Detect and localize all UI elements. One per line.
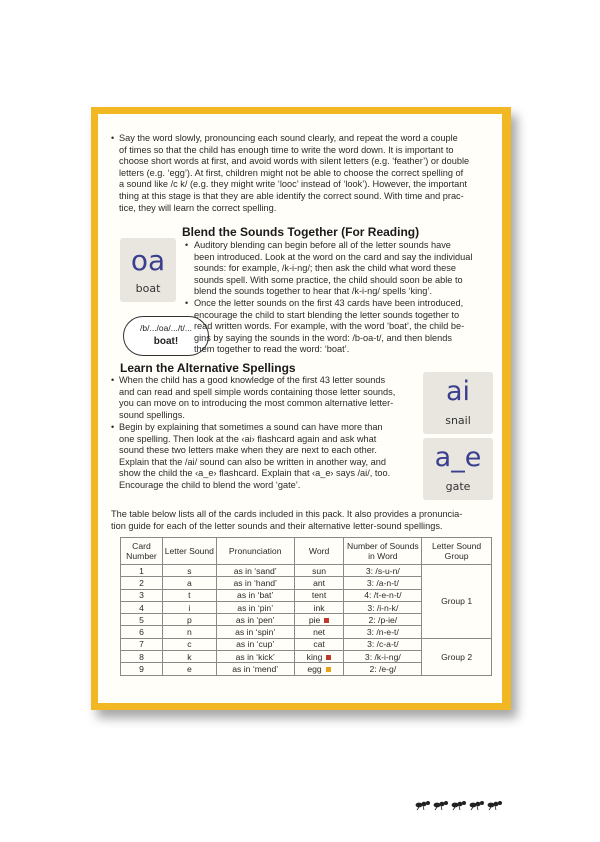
header-word: Word [294,538,344,565]
text-line: sound these two letters make when they are next to each other. [119,445,377,456]
blend-paragraph-1 [194,240,499,298]
header-pronunciation: Pronunciation [216,538,294,565]
blend-paragraph-2 [194,298,499,356]
text-line: letters (e.g. ‘egg’). At first, children might not be able to choose the correct spelling of [119,167,464,178]
cell-word-with-marker [294,614,344,626]
cell-word: ant [294,577,344,589]
bubble-sounds: /b/.../oa/.../t/... [140,323,192,333]
text-line: tice, they will learn the correct spelling. [119,202,277,213]
text-line: been introduced. Look at the word on the card and say the individual [194,251,473,262]
letter-sounds-table [120,537,492,676]
ants-illustration-icon [413,797,503,811]
table-intro [111,509,499,532]
bullet: • [185,298,189,308]
bubble-word: boat! [153,336,179,347]
cell-word-with-marker [294,651,344,663]
cell-pronunciation: as in ‘mend’ [216,663,294,675]
flashcard-letters: oa [130,244,166,277]
cell-letter-sound: t [162,589,216,601]
blend-heading: Blend the Sounds Together (For Reading) [182,225,420,239]
text-line: tion guide for each of the letter sounds and their alternative letter-sound spellings. [111,520,443,531]
red-marker-icon [326,655,331,660]
flashcard-word: snail [445,414,471,427]
flashcard-word: gate [445,480,471,493]
cell-group-2: Group 2 [422,638,492,675]
flashcard-word: boat [135,282,161,295]
cell-sounds: 3: /n-e-t/ [344,626,422,638]
cell-sounds: 2: /e-g/ [344,663,422,675]
cell-pronunciation: as in ‘sand’ [216,565,294,577]
a-e-flashcard [423,438,493,500]
text-line: The table below lists all of the cards included in this pack. It also provides a pronuncia- [111,509,463,519]
yellow-marker-icon [326,667,331,672]
cell-word: cat [294,638,344,650]
text-line: thing at this stage is that they are able identify the correct sound. With time and prac- [119,190,464,201]
cell-sounds: 2: /p-ie/ [344,614,422,626]
cell-word: ink [294,601,344,613]
booklet-page [91,107,511,710]
text-line: one spelling. Then look at the ‹ai› flashcard again and ask what [119,433,377,444]
text-line: Begin by explaining that sometimes a sound can have more than [119,422,383,432]
text-line: sound spellings. [119,409,185,420]
cell-pronunciation: as in ‘spin’ [216,626,294,638]
cell-group-1: Group 1 [422,565,492,639]
alt-heading: Learn the Alternative Spellings [120,361,296,375]
alt-paragraph-1 [119,375,419,421]
cell-sounds: 3: /a-n-t/ [344,577,422,589]
cell-card-number: 3 [121,589,163,601]
cell-card-number: 5 [121,614,163,626]
ai-flashcard [423,372,493,434]
bullet: • [111,375,115,385]
header-number-of-sounds: Number of Sounds in Word [344,538,422,565]
text-line: When the child has a good knowledge of the first 43 letter sounds [119,375,386,385]
cell-card-number: 9 [121,663,163,675]
header-letter-sound: Letter Sound [162,538,216,565]
bullet: • [111,422,115,432]
cell-letter-sound: e [162,663,216,675]
table-row [121,638,492,650]
text-line: Once the letter sounds on the first 43 cards have been introduced, [194,298,464,308]
cell-sounds: 3: /i-n-k/ [344,601,422,613]
cell-letter-sound: n [162,626,216,638]
text-line: you can move on to introducing the most common alternative letter- [119,398,394,409]
text-line: choose short words at first, and avoid words with silent letters (e.g. ‘feather’) or double [119,156,470,167]
header-card-number: Card Number [121,538,163,565]
intro-paragraph [119,133,497,214]
text-line: sounds: for example, /k-i-ng/; then ask the child what word these [194,263,456,274]
cell-word: tent [294,589,344,601]
cell-word: sun [294,565,344,577]
cell-word: pie [308,614,321,625]
text-line: Explain that the /ai/ sound can also be written in another way, and [119,456,386,467]
text-line: sounds spell. With some practice, the child should soon be able to [194,274,463,285]
cell-pronunciation: as in ‘hand’ [216,577,294,589]
cell-letter-sound: i [162,601,216,613]
oa-flashcard [120,238,176,302]
cell-sounds: 3: /s-u-n/ [344,565,422,577]
cell-word-with-marker [294,663,344,675]
cell-pronunciation: as in ‘bat’ [216,589,294,601]
cell-pronunciation: as in ‘pin’ [216,601,294,613]
cell-letter-sound: s [162,565,216,577]
table-row [121,565,492,577]
header-sound-group: Letter Sound Group [422,538,492,565]
cell-letter-sound: a [162,577,216,589]
cell-card-number: 4 [121,601,163,613]
text-line: Encourage the child to blend the word ‘gate’. [119,479,301,490]
text-line: show the child the ‹a_e› flashcard. Explain that ‹a_e› says /ai/, too. [119,468,391,479]
cell-word: net [294,626,344,638]
cell-card-number: 6 [121,626,163,638]
text-line: and can read and spell simple words containing those letter sounds, [119,386,396,397]
text-line: Say the word slowly, pronouncing each sound clearly, and repeat the word a couple [119,133,458,143]
red-marker-icon [324,618,329,623]
cell-card-number: 8 [121,651,163,663]
bullet: • [185,240,189,250]
text-line: a sound like /c k/ (e.g. they might write ‘looc’ instead of ‘look’). However, the important [119,179,467,190]
text-line: read written words. For example, with the word ‘boat’, the child be- [194,321,465,332]
table-header-row [121,538,492,565]
text-line: gins by saying the sounds in the word: /b-oa-t/, and then blends [194,332,452,343]
cell-sounds: 3: /k-i-ng/ [344,651,422,663]
alt-paragraph-2 [119,422,419,492]
text-line: Auditory blending can begin before all of the letter sounds have [194,240,451,250]
cell-letter-sound: k [162,651,216,663]
flashcard-letters: a_e [434,442,482,473]
cell-card-number: 7 [121,638,163,650]
flashcard-letters: ai [445,376,471,407]
cell-pronunciation: as in ‘pen’ [216,614,294,626]
text-line: of times so that the child has enough time to write the word down. It is important to [119,144,454,155]
cell-sounds: 4: /t-e-n-t/ [344,589,422,601]
cell-letter-sound: c [162,638,216,650]
text-line: blend the sounds together to hear that /k-i-ng/ spells ‘king’. [194,286,432,297]
cell-pronunciation: as in ‘kick’ [216,651,294,663]
cell-sounds: 3: /c-a-t/ [344,638,422,650]
cell-pronunciation: as in ‘cup’ [216,638,294,650]
cell-letter-sound: p [162,614,216,626]
text-line: encourage the child to start blending the letter sounds together to [194,309,460,320]
page-panel [98,114,502,703]
bullet: • [111,133,115,143]
cell-card-number: 2 [121,577,163,589]
text-line: them together to read the word: ‘boat’. [194,344,350,355]
cell-word: egg [307,664,322,675]
cell-word: king [306,651,323,662]
cell-card-number: 1 [121,565,163,577]
